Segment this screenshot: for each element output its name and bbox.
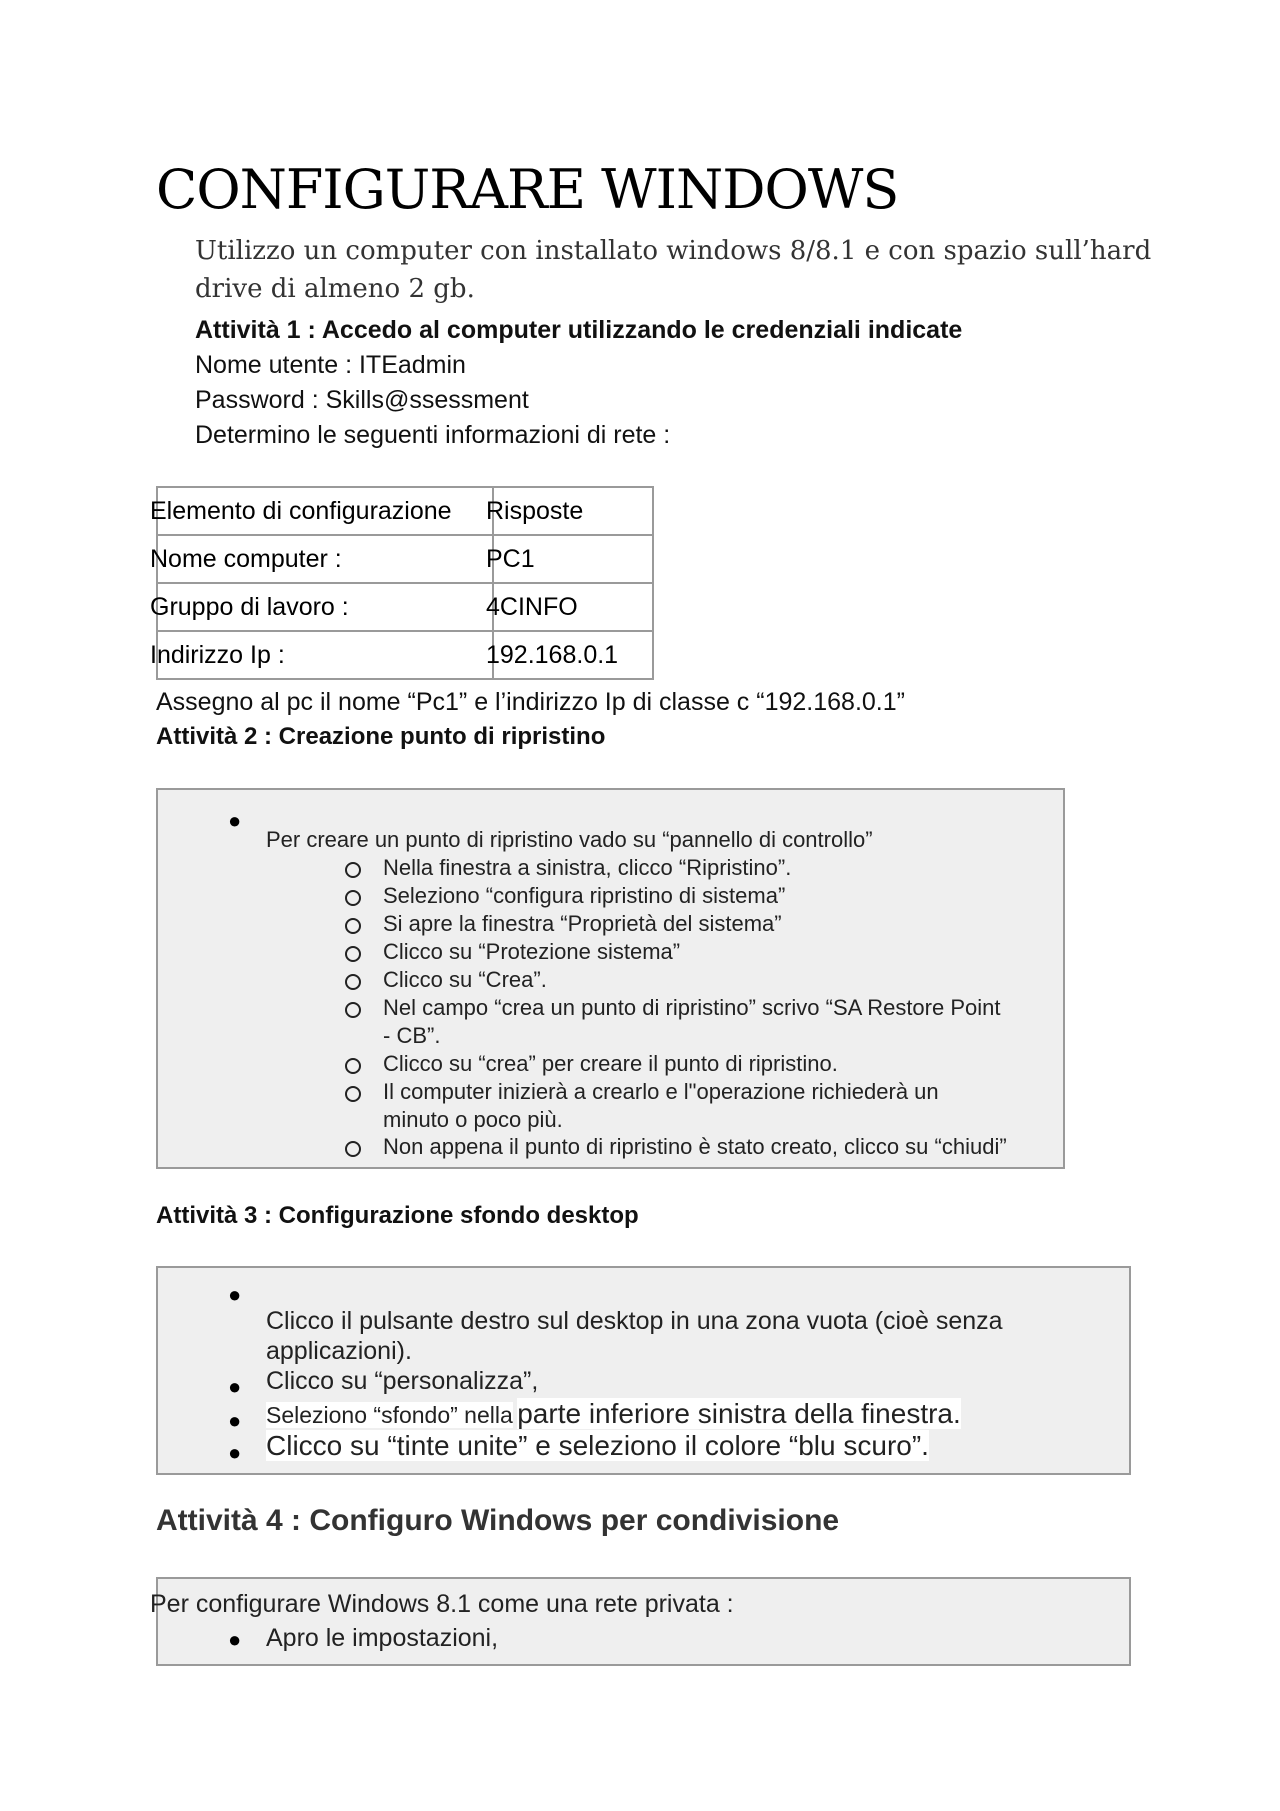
bullet-icon: ● <box>228 1408 242 1433</box>
step-item: Il computer inizierà a crearlo e l"operazione richiederà un <box>383 1079 939 1104</box>
step-item: Clicco su “crea” per creare il punto di ripristino. <box>383 1051 838 1076</box>
step-item <box>266 1430 929 1462</box>
activity3-heading: Attività 3 : Configurazione sfondo desktop <box>156 1202 639 1229</box>
table-cell: PC1 <box>493 535 653 583</box>
activity3-box <box>156 1266 1131 1475</box>
circle-bullet-icon <box>345 918 361 934</box>
username-line: Nome utente : ITEadmin <box>195 351 466 379</box>
bullet-icon: ● <box>228 1627 242 1652</box>
page-title: CONFIGURARE WINDOWS <box>156 158 899 221</box>
step-item-continuation: - CB”. <box>383 1023 441 1048</box>
step-item-continuation: applicazioni). <box>266 1337 412 1365</box>
table-cell: 192.168.0.1 <box>493 631 653 679</box>
table-row <box>157 535 653 583</box>
table-cell: Indirizzo Ip : <box>157 631 493 679</box>
step-item: Nel campo “crea un punto di ripristino” scrivo “SA Restore Point <box>383 995 1001 1020</box>
step-text: Clicco su “tinte unite” e seleziono il colore “blu scuro”. <box>266 1430 929 1461</box>
step-item <box>266 1398 961 1430</box>
activity2-heading: Attività 2 : Creazione punto di ripristino <box>156 723 606 750</box>
bullet-icon: ● <box>228 808 242 833</box>
step-text-part: parte inferiore sinistra della finestra. <box>517 1398 961 1429</box>
step-item: Clicco su “Protezione sistema” <box>383 939 681 964</box>
table-cell: Gruppo di lavoro : <box>157 583 493 631</box>
activity2-intro: Per creare un punto di ripristino vado su “pannello di controllo” <box>266 827 873 852</box>
activity4-heading: Attività 4 : Configuro Windows per condivisione <box>156 1504 840 1537</box>
table-header-row <box>157 487 653 535</box>
step-item: Apro le impostazioni, <box>266 1624 499 1652</box>
step-item: Seleziono “configura ripristino di sistema” <box>383 883 786 908</box>
step-item: Si apre la finestra “Proprietà del sistema” <box>383 911 782 936</box>
circle-bullet-icon <box>345 974 361 990</box>
table-header-cell: Risposte <box>493 487 653 535</box>
step-item: Clicco su “Crea”. <box>383 967 547 992</box>
step-item: Clicco su “personalizza”, <box>266 1367 539 1395</box>
circle-bullet-icon <box>345 1058 361 1074</box>
step-text-part: Seleziono “sfondo” nella <box>266 1402 513 1428</box>
circle-bullet-icon <box>345 1002 361 1018</box>
bullet-icon: ● <box>228 1440 242 1465</box>
step-item: Clicco il pulsante destro sul desktop in una zona vuota (cioè senza <box>266 1307 1003 1335</box>
circle-bullet-icon <box>345 946 361 962</box>
step-item: Non appena il punto di ripristino è stato creato, clicco su “chiudi” <box>383 1134 1007 1159</box>
assign-line: Assegno al pc il nome “Pc1” e l’indirizzo Ip di classe c “192.168.0.1” <box>156 688 905 716</box>
activity4-intro: Per configurare Windows 8.1 come una rete privata : <box>150 1590 734 1618</box>
bullet-icon: ● <box>228 1374 242 1399</box>
step-item: Nella finestra a sinistra, clicco “Ripristino”. <box>383 855 792 880</box>
step-item-continuation: minuto o poco più. <box>383 1107 563 1132</box>
circle-bullet-icon <box>345 890 361 906</box>
table-header-cell: Elemento di configurazione <box>157 487 493 535</box>
intro-paragraph: Utilizzo un computer con installato windows 8/8.1 e con spazio sull’hard drive di almeno 2 gb. <box>195 236 1152 304</box>
circle-bullet-icon <box>345 1086 361 1102</box>
activity2-box <box>156 788 1065 1169</box>
password-line: Password : Skills@ssessment <box>195 386 529 414</box>
config-table <box>150 486 654 680</box>
table-cell: 4CINFO <box>493 583 653 631</box>
table-cell: Nome computer : <box>157 535 493 583</box>
activity1-heading: Attività 1 : Accedo al computer utilizzando le credenziali indicate <box>195 316 963 344</box>
table-row <box>157 583 653 631</box>
circle-bullet-icon <box>345 1141 361 1157</box>
activity4-box <box>150 1577 1131 1666</box>
table-row <box>157 631 653 679</box>
circle-bullet-icon <box>345 862 361 878</box>
bullet-icon: ● <box>228 1282 242 1307</box>
network-info-line: Determino le seguenti informazioni di rete : <box>195 421 671 449</box>
